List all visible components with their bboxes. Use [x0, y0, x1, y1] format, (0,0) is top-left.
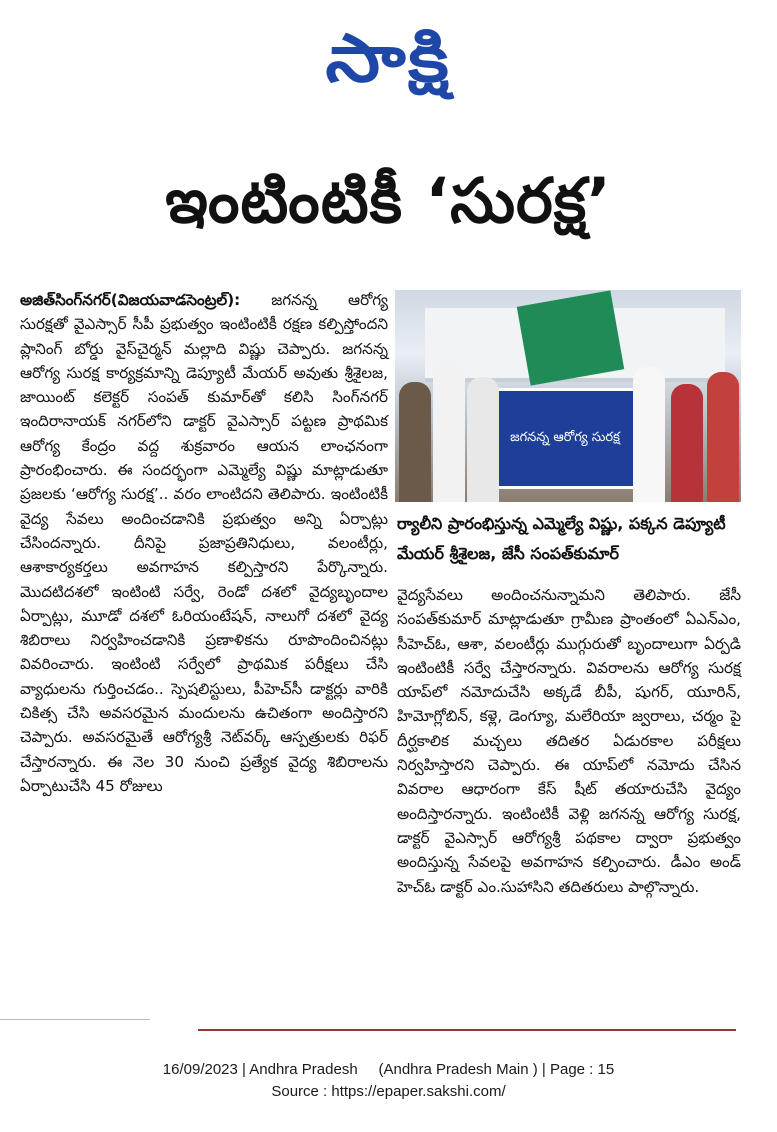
photo-banner: జగనన్న ఆరోగ్య సురక్ష — [487, 388, 643, 489]
green-flag-icon — [517, 290, 624, 385]
divider — [0, 1019, 150, 1020]
photo-person — [707, 372, 739, 502]
photo-person — [671, 384, 703, 502]
photo-person — [399, 382, 431, 502]
article-left-body: జగనన్న ఆరోగ్య సురక్షతో వైఎస్సార్‌ సీపీ ప్రభుత్వం ఇంటింటికీ రక్షణ కల్పిస్తోందని ప్లానింగ్‌ బోర్డు వైస్‌చైర్మన్‌ మల్లాది విష్ణు చెప్పారు. జగనన్న ఆరోగ్య సురక్ష కార్యక్రమాన్ని డెప్యూటీ మేయర్‌ అవుతు శ్రీశైలజ, జాయింట్‌ కలెక్టర్‌ సంపత్‌ కుమార్‌తో కలిసి సింగ్‌నగర్‌ ఇందిరానాయక్‌ నగర్‌లోని డాక్టర్‌ వైఎస్సార్‌ పట్టణ ప్రాథమిక ఆరోగ్య కేంద్రం వద్ద శుక్రవారం ఆయన లాంఛనంగా ప్రారంభించారు. ఈ సందర్భంగా ఎమ్మెల్యే విష్ణు మాట్లాడుతూ ప్రజలకు ‘ఆరోగ్య సురక్ష’.. వరం లాంటిదని తెలిపారు. ఇంటింటికీ వైద్య సేవలు అందించడానికి ప్రభుత్వం అన్ని ఏర్పాట్లు చేసిందన్నారు. దీనిపై ప్రజాప్రతినిధులు, వలంటీర్లు, ఆశాకార్యకర్తలు అవగాహన కల్పిస్తారని పేర్కొన్నారు. మొదటిదశలో ఇంటింటి సర్వే, రెండో దశలో వైద్యబృందాల ఏర్పాట్లు, మూడో దశలో ఓరియంటేషన్‌, నాలుగో దశలో వైద్య శిబిరాలు నిర్వహించడానికి ప్రణాళికను రూపొందించినట్లు వివరించారు. ఇంటింటి సర్వేలో ప్రాథమిక పరీక్షలు చేసి వ్యాధులను గుర్తించడం.. స్పెషలిస్టులు, పీహెచ్‌సీ డాక్టర్లు వారికి చికిత్స చేసి అవసరమైన మందులను ఉచితంగా అందిస్తారని చెప్పారు. అవసరమైతే ఆరోగ్యశ్రీ నెట్‌వర్క్‌ ఆస్పత్రులకు రిఫర్‌ చేస్తారన్నారు. ఈ నెల 30 నుంచి ప్రత్యేక వైద్య శిబిరాలను ఏర్పాటుచేసి 45 రోజులు — [20, 291, 389, 795]
article-left-column — [20, 288, 388, 798]
article-headline: ఇంటింటికీ ‘సురక్ష’ — [165, 164, 612, 237]
masthead — [0, 14, 777, 104]
photo-person — [633, 367, 665, 502]
photo-person — [433, 362, 465, 502]
divider — [198, 1029, 736, 1031]
article-dateline: అజిత్‌సింగ్‌నగర్‌(విజయవాడసెంట్రల్‌): — [20, 291, 241, 309]
sakshi-logo: సాక్షి — [325, 20, 452, 97]
photo-person — [467, 377, 499, 502]
photo-caption: ర్యాలీని ప్రారంభిస్తున్న ఎమ్మెల్యే విష్ణు, పక్కన డెప్యూటీ మేయర్‌ శ్రీశైలజ, జేసీ సంపత్‌కుమార్‌ — [397, 514, 726, 563]
article-photo — [395, 290, 741, 502]
article-right-column — [397, 583, 741, 899]
footer-edition-info: 16/09/2023 | Andhra Pradesh (Andhra Pradesh Main ) | Page : 15 — [162, 1061, 615, 1078]
article-right-body: వైద్యసేవలు అందించనున్నామని తెలిపారు. జేసీ సంపత్‌కుమార్‌ మాట్లాడుతూ గ్రామీణ ప్రాంతంలో ఏఎన్‌ఎం, సీహెచ్‌ఓ, ఆశా, వలంటీర్లు ముగ్గురుతో బృందాలుగా ఏర్పడి ఇంటింటికీ సర్వే చేస్తారన్నారు. వివరాలను ఆరోగ్య సురక్ష యాప్‌లో నమోదుచేసి అక్కడే బీపీ, షుగర్‌, యూరిన్‌, హిమోగ్లోబిన్‌, కళ్లె, డెంగ్యూ, మలేరియా జ్వరాలు, చర్మం పై దీర్ఘకాలిక మచ్చలు తదితర ఏడురకాల పరీక్షలు నిర్వహిస్తారని చెప్పారు. ఈ యాప్‌లో నమోదు చేసిన వివరాల ఆధారంగా కేస్‌ షీట్‌ తయారుచేసి వైద్యం అందిస్తారన్నారు. ఇంటింటికీ వెళ్లి జగనన్న ఆరోగ్య సురక్ష, డాక్టర్‌ వైఎస్సార్‌ ఆరోగ్యశ్రీ పథకాల ద్వారా ప్రభుత్వం అందిస్తున్న సేవలపై అవగాహన కల్పించారు. డీఎం అండ్‌ హెచ్‌ఓ డాక్టర్‌ ఎం.సుహాసిని తదితరులు పాల్గొన్నారు. — [397, 586, 741, 896]
footer-source: Source : https://epaper.sakshi.com/ — [271, 1083, 506, 1100]
